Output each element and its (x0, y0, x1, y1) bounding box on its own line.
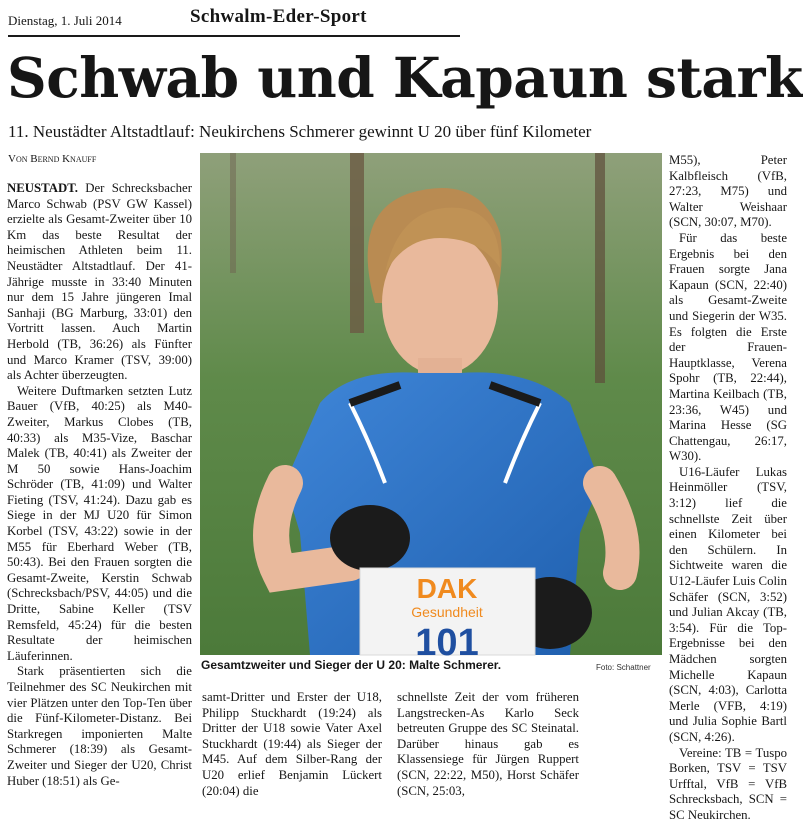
subheadline: 11. Neustädter Altstadtlauf: Neukirchens Schmerer gewinnt U 20 über fünf Kilometer (8, 122, 592, 141)
paragraph: M55), Peter Kalbfleisch (VfB, 27:23, M75) und Walter Weishaar (SCN, 30:07, M70). (669, 153, 787, 230)
paragraph: schnellste Zeit der vom früheren Langstrecken-As Karlo Seck betreuten Gruppe des SC Steinatal. Darüber hinaus gab es Klassensiege für Jürgen Ruppert (SCN, 22:22, M50), Horst Schäfer (SCN, 25:03, (397, 690, 579, 798)
runner-photo (200, 153, 662, 664)
paragraph: Vereine: TB = Tuspo Borken, TSV = TSV Urfftal, VfB = VfB Schrecksbach, SCN = SC Neukirchen. (669, 745, 787, 822)
article-column-2 (669, 153, 787, 822)
section-title: Schwalm-Eder-Sport (190, 6, 367, 27)
page-header (8, 4, 460, 37)
bib-sponsor-top: DAK (416, 573, 478, 604)
bib-sponsor-bottom: Gesundheit (411, 604, 483, 620)
bib-number: 101 (415, 622, 479, 664)
article-column-3 (202, 690, 382, 798)
article-column-1 (7, 181, 192, 793)
dateline: NEUSTADT. (7, 181, 78, 195)
paragraph-text: Der Schrecksbacher Marco Schwab (PSV GW Kassel) erzielte als Gesamt-Zweiter über 10 Km das beste Resultat der heimischen Athleten beim 11. Neustädter Altstadtlauf. Der 41-Jährige musste in 33:40 Minuten nur dem 15 Jahre jüngeren Imal Sanhaji (BG Marburg, 33:01) den Vortritt lassen. Auch Martin Herbold (TB, 36:26) als Fünfter und Marco Kramer (TSV, 39:00) als Achter überzeugten. (7, 181, 192, 383)
paragraph: Stark präsentierten sich die Teilnehmer des SC Neukirchen mit vier Plätzen unter den Top-Ten über die Fünf-Kilometer-Distanz. Bei Starkregen imponierten Malte Schmerer (18:39) als Gesamt-Zweiter und Sieger der U20, Christ Huber (18:51) als Ge- (7, 664, 192, 788)
paragraph: samt-Dritter und Erster der U18, Philipp Stuckhardt (19:24) als Dritter der U18 sowie Vater Axel Stuckhardt (19:44) als Sieger der M45. Auf dem Silber-Rang der U20 erlief Benjamin Lückert (20:04) die (202, 690, 382, 798)
paragraph: Für das beste Ergebnis bei den Frauen sorgte Jana Kapaun (SCN, 22:40) als Gesamt-Zweite und Siegerin der W35. Es folgten die Erste der Frauen-Hauptklasse, Verena Spohr (TB, 22:44), Martina Keilbach (TB, 23:36, W45) und Marina Hesse (SG Chattengau, 26:17, W30). (669, 230, 787, 464)
issue-date: Dienstag, 1. Juli 2014 (8, 13, 122, 28)
byline: Von Bernd Knauff (8, 153, 97, 165)
article-column-4 (397, 690, 579, 798)
headline: Schwab und Kapaun stark (7, 45, 803, 110)
paragraph: Weitere Duftmarken setzten Lutz Bauer (VfB, 40:25) als M40-Zweiter, Markus Clobes (TB, 40:33) als M35-Vize, Baschar Malek (TB, 40:41) als Zweiter der M 50 sowie Hans-Joachim Schröder (TB, 41:09) und Walter Fieting (TSV, 41:24). Dazu gab es Siege in der MJ U20 für Simon Korbel (TSV, 43:22) sowie in der M55 für Eberhard Weber (TB, 50:43). Bei den Frauen sorgten die Gesamt-Zweite, Kerstin Schwab (Schrecksbach/PSV, 44:05) und die Dritte, Sabine Keller (TSV Remsfeld, 45:24) für die besten Resultate der heimischen Läuferinnen. (7, 383, 192, 663)
paragraph (7, 181, 192, 384)
photo-credit: Foto: Schattner (596, 663, 651, 672)
photo-caption: Gesamtzweiter und Sieger der U 20: Malte Schmerer. (201, 658, 502, 672)
paragraph: U16-Läufer Lukas Heinmöller (TSV, 3:12) lief die schnellste Zeit über einen Kilometer bei den Schülern. In Sichtweite waren die U12-Läufer Luis Colin Schäfer (SCN, 3:52) und Julian Akcay (TB, 3:54). Für die Top-Ergebnisse bei den Mädchen sorgten Michelle Kapaun (SCN, 4:03), Carlotta Merle (VFB, 4:19) und Julia Sophie Bartl (SCN, 4:26). (669, 464, 787, 744)
